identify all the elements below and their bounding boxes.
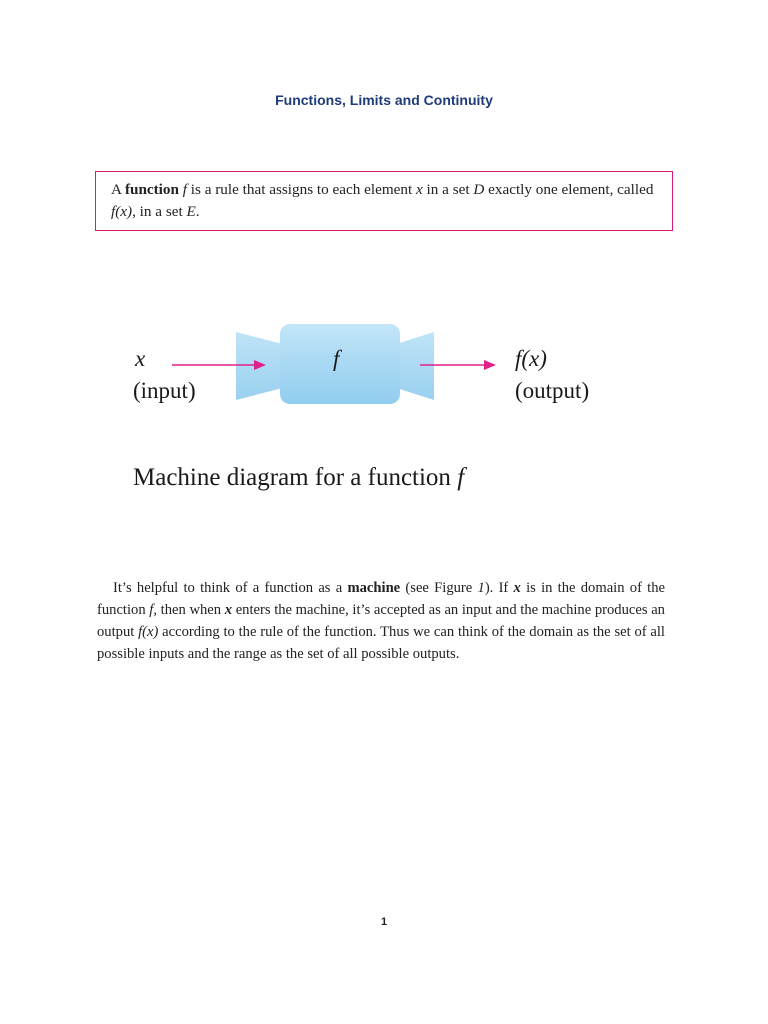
caption-symbol: f xyxy=(457,464,465,491)
page-title: Functions, Limits and Continuity xyxy=(275,92,493,108)
definition-symbol: E xyxy=(186,203,196,220)
definition-text: exactly one element, called xyxy=(484,181,654,198)
machine-diagram xyxy=(0,300,768,440)
page-number: 1 xyxy=(380,916,388,928)
definition-symbol: x xyxy=(416,181,423,198)
definition-text: is a rule that assigns to each element xyxy=(186,181,416,198)
output-arrowhead xyxy=(484,360,496,370)
function-machine-box xyxy=(280,324,400,404)
output-symbol: f(x) xyxy=(515,346,547,371)
figure-reference: 1 xyxy=(477,580,485,596)
output-label: (output) xyxy=(515,378,590,403)
definition-text: . xyxy=(195,203,200,220)
function-symbol: f xyxy=(333,346,340,371)
definition-symbol: f(x) xyxy=(111,203,133,220)
definition-text: in a set xyxy=(422,181,474,198)
definition-symbol: D xyxy=(473,181,485,198)
paragraph-text: ). If xyxy=(484,580,514,596)
paragraph-symbol: f(x) xyxy=(138,624,159,640)
paragraph-text: according to the rule of the function. Thus we can think of the domain as the set of all possible inputs and the range as the set of all possible outputs. xyxy=(97,624,665,662)
definition-box xyxy=(95,171,673,231)
paragraph-text: enters the machine, it’s accepted as an input and the machine produces an output xyxy=(97,602,665,640)
paragraph-symbol: x xyxy=(513,580,521,596)
paragraph-term: machine xyxy=(347,580,401,596)
paragraph-text: It’s helpful to think of a function as a xyxy=(113,580,348,596)
definition-text: A xyxy=(111,181,125,198)
figure-caption xyxy=(133,464,464,492)
paragraph-text: , then when xyxy=(153,602,225,618)
body-paragraph xyxy=(97,577,665,665)
machine-diagram-graphic xyxy=(0,300,768,440)
input-label: (input) xyxy=(133,378,196,403)
definition-text: , in a set xyxy=(132,203,187,220)
definition-term: function xyxy=(124,181,179,198)
caption-text: Machine diagram for a function xyxy=(133,464,458,491)
definition-symbol: f xyxy=(182,181,187,198)
paragraph-text: is in the domain of the function xyxy=(97,580,665,618)
paragraph-symbol: x xyxy=(224,602,233,618)
input-symbol: x xyxy=(135,346,146,371)
paragraph-text: (see Figure xyxy=(400,580,478,596)
paragraph-symbol: f xyxy=(149,602,154,618)
